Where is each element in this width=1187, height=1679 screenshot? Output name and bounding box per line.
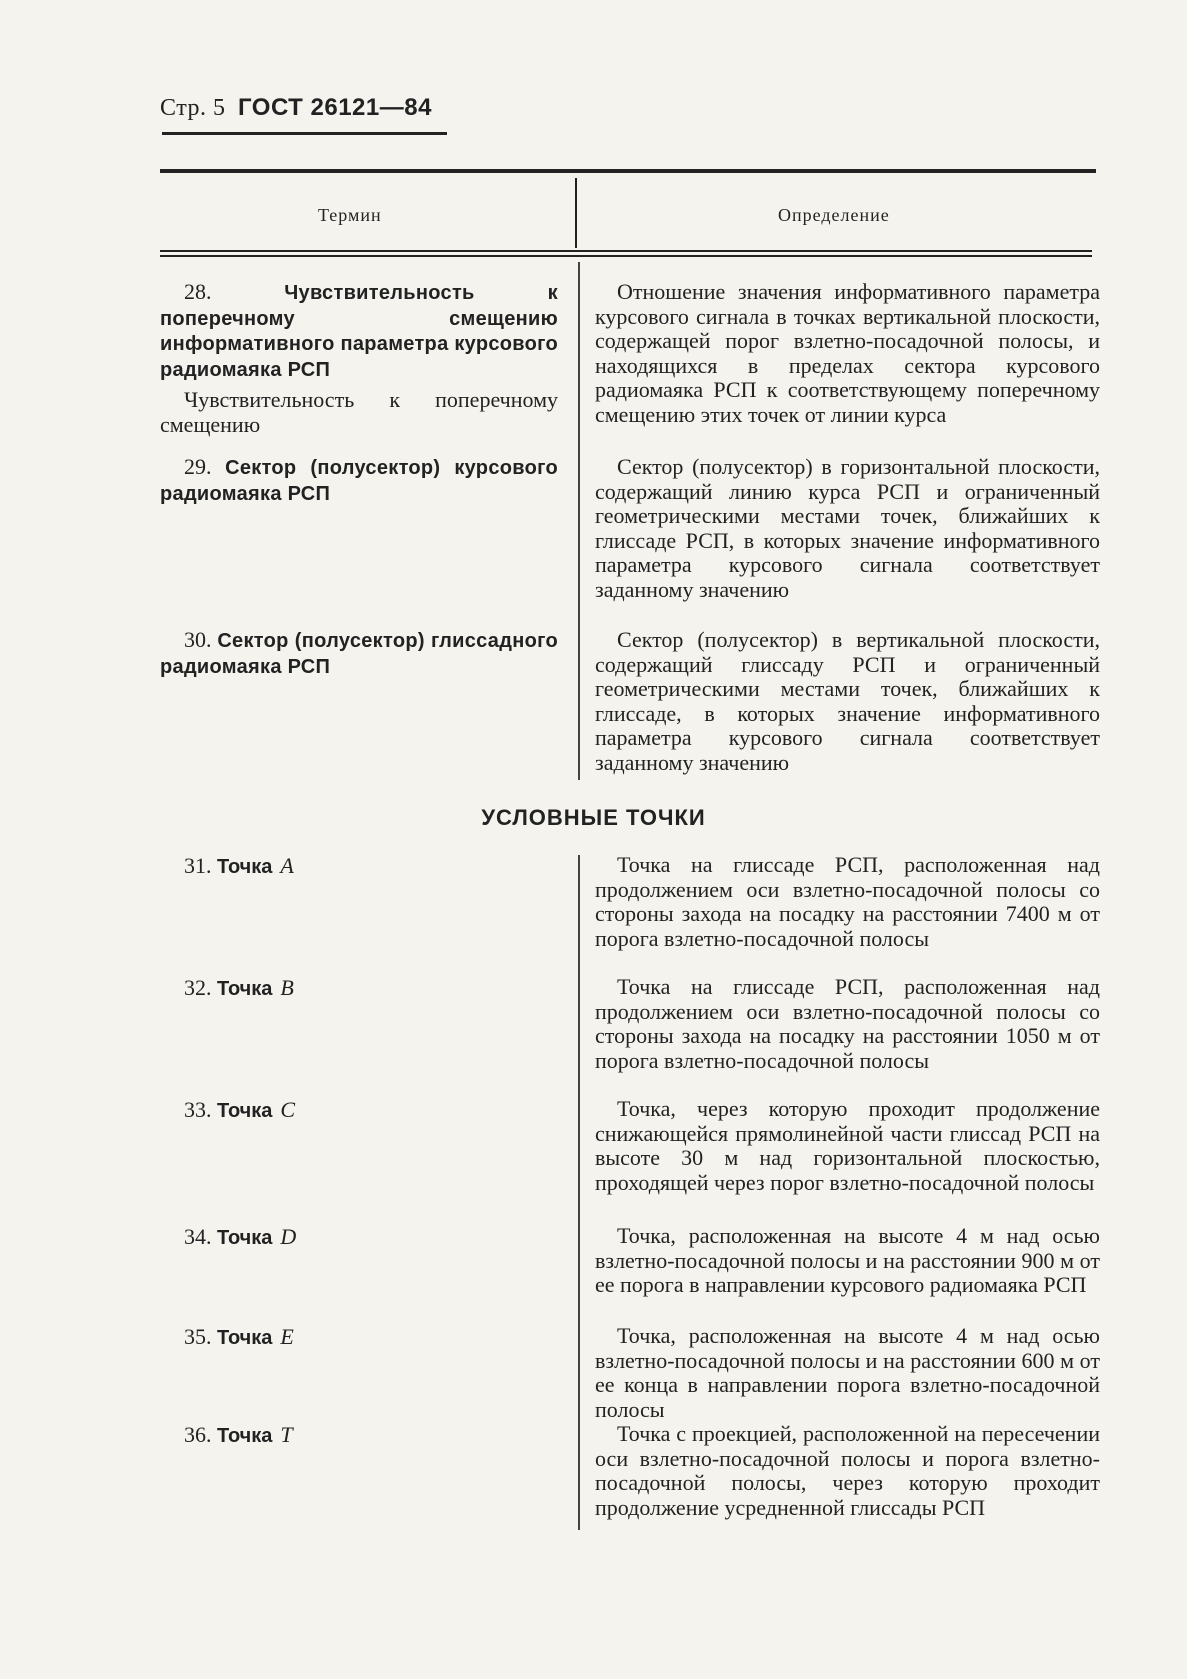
- point-letter: C: [280, 1097, 296, 1122]
- point-term-31: [184, 853, 294, 879]
- header-double-rule-upper: [160, 250, 1092, 252]
- point-letter: D: [280, 1224, 297, 1249]
- term-number: 29.: [184, 454, 212, 479]
- point-number: 36.: [184, 1422, 212, 1447]
- point-number: 34.: [184, 1224, 212, 1249]
- point-term-32: [184, 975, 294, 1001]
- page-label: Стр. 5: [160, 95, 226, 121]
- term-entry-29: [160, 455, 558, 506]
- column-header-term: Термин: [318, 205, 382, 225]
- point-letter: T: [280, 1422, 293, 1447]
- column-divider-terms: [578, 262, 580, 780]
- point-number: 33.: [184, 1097, 212, 1122]
- header-underline: [162, 132, 447, 135]
- standard-number: ГОСТ 26121—84: [237, 94, 432, 121]
- point-word: Точка: [217, 1425, 273, 1447]
- table-top-rule: [160, 169, 1096, 173]
- point-word: Точка: [217, 978, 273, 1000]
- point-term-36: [184, 1422, 293, 1448]
- definition-35: Точка, расположенная на высоте 4 м над осью взлетно-посадочной полосы и на расстоянии 600 м от ее конца в направлении порога взлетно-посадочной полосы: [595, 1323, 1100, 1422]
- term-name: Сектор (полусектор) курсового радиомаяка РСП: [160, 457, 558, 505]
- point-number: 35.: [184, 1324, 212, 1349]
- point-number: 32.: [184, 975, 212, 1000]
- term-name: Сектор (полусектор) глиссадного радиомаяка РСП: [160, 630, 558, 678]
- term-number: 28.: [184, 279, 212, 304]
- section-title: УСЛОВНЫЕ ТОЧКИ: [481, 805, 706, 830]
- definition-29: Сектор (полусектор) в горизонтальной плоскости, содержащий линию курса РСП и ограниченный геометрическими местами точек, ближайших к глиссаде РСП, в которых значение информативного параметра курсового сигнала соответствует заданному значению: [595, 454, 1100, 602]
- page-header: [160, 94, 432, 122]
- definition-34: Точка, расположенная на высоте 4 м над осью взлетно-посадочной полосы и на расстоянии 900 м от ее порога в направлении курсового радиомаяка РСП: [595, 1223, 1100, 1297]
- header-double-rule-lower: [160, 255, 1092, 257]
- point-letter: E: [280, 1324, 294, 1349]
- definition-31: Точка на глиссаде РСП, расположенная над продолжением оси взлетно-посадочной полосы со стороны захода на посадку на расстоянии 7400 м от порога взлетно-посадочной полосы: [595, 852, 1100, 951]
- definition-32: Точка на глиссаде РСП, расположенная над продолжением оси взлетно-посадочной полосы со стороны захода на посадку на расстоянии 1050 м от порога взлетно-посадочной полосы: [595, 974, 1100, 1073]
- term-name: Чувствительность к поперечному смещению информативного параметра курсового радиомаяка РСП: [160, 282, 559, 381]
- point-letter: B: [280, 975, 294, 1000]
- term-number: 30.: [184, 627, 212, 652]
- point-term-35: [184, 1324, 294, 1350]
- definition-36: Точка с проекцией, расположенной на пересечении оси взлетно-посадочной полосы и порога взлетно-посадочной полосы, через которую проходит продолжение усредненной глиссады РСП: [595, 1421, 1100, 1520]
- point-term-33: [184, 1097, 295, 1123]
- column-divider-points: [578, 855, 580, 1530]
- term-entry-30: [160, 628, 558, 679]
- column-divider-header: [575, 178, 577, 248]
- point-word: Точка: [217, 1100, 273, 1122]
- point-word: Точка: [217, 1227, 273, 1249]
- point-letter: A: [280, 853, 294, 878]
- point-number: 31.: [184, 853, 212, 878]
- definition-33: Точка, через которую проходит продолжение снижающейся прямолинейной части глиссад РСП на высоте 30 м над горизонтальной плоскостью, проходящей через порог взлетно-посадочной полосы: [595, 1096, 1100, 1195]
- term-entry-28: [160, 280, 558, 437]
- definition-28: Отношение значения информативного параметра курсового сигнала в точках вертикальной плоскости, содержащей порог взлетно-посадочной полосы, и находящихся в пределах сектора курсового радиомаяка РСП к соответствующему поперечному смещению этих точек от линии курса: [595, 279, 1100, 427]
- column-header-definition: Определение: [778, 205, 890, 225]
- definition-30: Сектор (полусектор) в вертикальной плоскости, содержащий глиссаду РСП и ограниченный геометрическими местами точек, ближайших к глиссаде, в которых значение информативного параметра курсового сигнала соответствует заданному значению: [595, 627, 1100, 775]
- term-synonym: Чувствительность к поперечному смещению: [160, 387, 558, 437]
- point-word: Точка: [217, 1327, 273, 1349]
- point-term-34: [184, 1224, 296, 1250]
- point-word: Точка: [217, 856, 273, 878]
